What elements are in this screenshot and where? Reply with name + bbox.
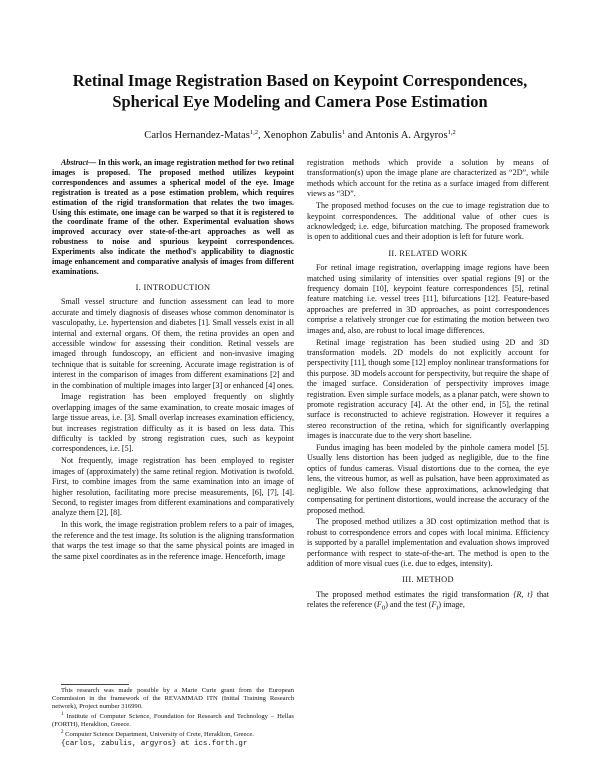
author-2: , Xenophon Zabulis [257, 130, 342, 141]
math-rigid-transform: {R, t} [513, 589, 533, 599]
intro-paragraph-4-continued: registration methods which provide a solution by means of transformation(s) upon the image plane are characterized as “2D”, while methods which account for the retina as a surface imaged from different views as “3D”. [307, 158, 549, 199]
author-1: Carlos Hernandez-Matas [144, 130, 250, 141]
footnote-rule [61, 684, 129, 685]
intro-paragraph-5: The proposed method focuses on the cue to image registration due to keypoint correspondences. The additional value of other cues is acknowledged; i.e. edge, bifurcation matching. The proposed framework is open to additional cues and their adoption is left for future work. [307, 201, 549, 242]
author-1-affil: 1,2 [249, 129, 258, 136]
related-paragraph-4: The proposed method utilizes a 3D cost optimization method that is robust to correspondence errors and copes with local minima. Efficiency is supported by a parallel implementation and evaluation shows improved performance with respect to state-of-the-art. The method is open to the addition of more visual cues (i.e. due to edges, intensity). [307, 517, 549, 569]
related-paragraph-3: Fundus imaging has been modeled by the pinhole camera model [5]. Usually lens distortion has been judged as negligible, due to the fine optics of fundus cameras. Visual distortions due to the cornea, the eye lens, the vitreous humor, as well as pulsation, have been approximated as negligible. We also follow these approximations, acknowledging that compensating for pertinent distortions, would increase the accuracy of the proposed method. [307, 443, 549, 515]
method-text-c: ) and the test ( [385, 600, 432, 610]
section-heading-introduction: I. INTRODUCTION [135, 282, 211, 292]
footnote-affiliation-2 [52, 729, 294, 739]
math-reference-sub: 0 [381, 604, 386, 612]
related-paragraph-1: For retinal image registration, overlapping image regions have been matched using similarity of intensities over spatial regions [9] or the frequency domain [10], keypoint feature correspondences [5], retinal feature matching i.e. vessel trees [11], bifurcations [12]. Feature-based approaches are preferred in 3D approaches, as point correspondences comprise a relatively stronger cue for estimating the motion between two images and, also, are robust to local image differences. [307, 263, 549, 335]
author-3-affil: 1,2 [447, 129, 456, 136]
intro-paragraph-1: Small vessel structure and function assessment can lead to more accurate and timely diagnosis of diseases whose common denominator is vasculopathy, i.e. hypertension and diabetes [1]. Small vessels exist in all internal and external organs. Of them, the retina provides an open and accessible window for assessing their condition. Retinal vessels are imaged through fundoscopy, an efficient and non-invasive imaging technique that is suitable for screening. Accurate image registration is of interest in the comparison of images from different examinations [2] and in the combination of multiple images into larger [3] or enhanced [4] ones. [52, 297, 294, 390]
footnote-1-text: Institute of Computer Science, Foundation for Research and Technology – Hellas (FORTH), Heraklion, Greece. [52, 713, 294, 729]
left-column [52, 158, 294, 563]
author-2-affil: 1 [341, 129, 346, 136]
footnote-2-text: Computer Science Department, University of Crete, Heraklion, Greece. [63, 731, 254, 739]
math-test-image: F [431, 600, 437, 610]
footnote-2-mark: 2 [61, 730, 64, 736]
method-text-b: that relates the reference ( [307, 589, 549, 610]
abstract [52, 158, 294, 277]
footnote-funding: This research was made possible by a Marie Curie grant from the European Commission in the framework of the REVAMMAD ITN (Initial Training Research network), Project number 316990. [52, 687, 294, 711]
right-column [307, 158, 549, 616]
abstract-label: Abstract [61, 158, 89, 167]
footnote-emails [52, 740, 294, 748]
title-line-2: Spherical Eye Modeling and Camera Pose Estimation [112, 92, 488, 111]
math-test-sub: t [436, 604, 439, 612]
intro-paragraph-4: In this work, the image registration problem refers to a pair of images, the reference and the test image. Its solution is the aligning transformation that warps the test image so that the same physical points are imaged in the same pixel coordinates as in the reference image. Henceforth, image [52, 520, 294, 561]
title-line-1: Retinal Image Registration Based on Keypoint Correspondences, [72, 71, 528, 90]
intro-paragraph-2: Image registration has been employed frequently on slightly overlapping images of the same examination, to create mosaic images of large tissue areas, i.e. [3]. Small overlap increases examination efficiency, but increases registration difficulty as it is based on less data. This difficulty is tackled by strong registration cues, such as keypoint correspondences, i.e. [5]. [52, 392, 294, 454]
author-3: and Antonis A. Argyros [345, 130, 448, 141]
abstract-text: — In this work, an image registration method for two retinal images is proposed. The proposed method utilizes keypoint correspondences and assumes a spherical model of the eye. Image registration is treated as a pose estimation problem, which requires estimation of the rigid transformation that relates the two images. Using this estimate, one image can be warped so that it is registered to the coordinate frame of the other. Experimental evaluation shows improved accuracy over state-of-the-art approaches as well as robustness to noise and spurious keypoint correspondences. Experiments also indicate the method's applicability to diagnostic image enhancement and comparative analysis of images from different examinations. [52, 158, 294, 276]
paper-title [40, 70, 560, 112]
related-paragraph-2: Retinal image registration has been studied using 2D and 3D transformation models. 2D models do not explicitly account for perspectivity [11], though some [12] employ nonlinear transformations for this purpose. 3D models account for perspectivity, but require the shape of the imaged surface. Consideration of perspectivity improves image registration. Even simple surface models, as a planar patch, were shown to promote registration accuracy [4]. At the other end, in [5], the retinal surface is reconstructed to achieve registration. However it requires a stereo reconstruction of the retina, which for significantly overlapping images is inaccurate due to the very short baseline. [307, 337, 549, 441]
author-list [40, 126, 560, 142]
footnote-affiliation-1 [52, 711, 294, 729]
footnotes [52, 684, 294, 748]
author-emails: {carlos, zabulis, argyros} at ics.forth.gr [61, 739, 248, 748]
method-text-a: The proposed method estimates the rigid transformation [316, 589, 514, 599]
section-heading-method: III. METHOD [402, 575, 454, 585]
intro-paragraph-3: Not frequently, image registration has been employed to register images of (approximately) the same retinal region. Motivation is twofold. First, to combine images from the same examination into an image of higher resolution, facilitating more precise measurements, [6], [7], [4]. Second, to register images from different examinations and comparatively analyze them [2], [8]. [52, 456, 294, 518]
section-heading-related-work: II. RELATED WORK [388, 248, 468, 258]
method-text-d: ) image, [438, 600, 465, 610]
math-reference-image: F [376, 600, 382, 610]
footnote-1-mark: 1 [61, 712, 64, 718]
method-paragraph-1 [307, 590, 549, 614]
